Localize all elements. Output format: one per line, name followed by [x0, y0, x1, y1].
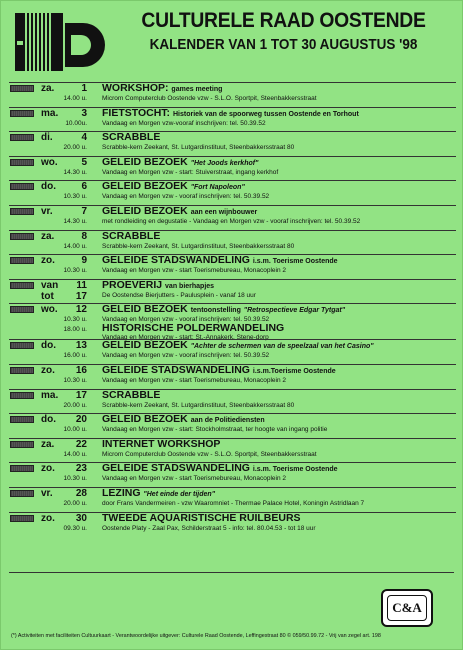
event-subtitle: "Achter de schermen van de speelzaal van het Casino"	[190, 343, 374, 351]
event-time: 14.30 u.	[63, 168, 87, 176]
event-date: 9	[81, 255, 87, 267]
event-title	[102, 413, 454, 425]
event-subtitle: games meeting	[171, 86, 223, 93]
event-title-text: SCRABBLE	[102, 229, 161, 242]
event-day: do.	[41, 414, 56, 426]
event-title	[102, 82, 454, 94]
event-title-text: GELEIDE STADSWANDELING	[102, 254, 250, 267]
event-title	[102, 180, 454, 192]
event-list	[1, 82, 463, 536]
event-day: za.	[41, 230, 55, 242]
event-marker-icon	[10, 392, 34, 399]
event-time-2: 18.00 u.	[63, 326, 87, 334]
event-subtitle: i.s.m. Toerisme Oostende	[252, 258, 338, 266]
event-marker-icon	[10, 515, 34, 522]
event-marker-icon	[10, 342, 34, 349]
event-time: 14.00 u.	[63, 242, 87, 250]
event-row	[1, 364, 463, 389]
event-marker-icon	[10, 183, 34, 190]
event-title-text: GELEID BEZOEK	[102, 155, 188, 168]
event-description: Vandaag en Morgen vzw - start Toerismebureau, Monacoplein 2	[102, 376, 287, 384]
event-time: 14.30 u.	[63, 217, 87, 225]
event-subtitle: "Het Joods kerkhof"	[190, 159, 259, 167]
event-time: 09.30 u.	[63, 524, 87, 532]
event-title-text: LEZING	[102, 486, 141, 499]
event-title-text: GELEIDE STADSWANDELING	[102, 462, 250, 475]
event-date: 11 17	[75, 279, 87, 302]
ca-logo	[381, 589, 433, 627]
event-title	[102, 389, 454, 401]
event-description: met rondleiding en degustatie - Vandaag en Morgen vzw - vooraf inschrijven: tel. 50.39.52	[102, 217, 361, 225]
event-description: Vandaag en Morgen vzw - start Toerismebureau, Monacoplein 2	[102, 267, 287, 275]
event-description: Scrabble-kern Zeekant, St. Lutgardinstituut, Steenbakkersstraat 80	[102, 144, 295, 152]
event-title-second: HISTORISCHE POLDERWANDELING	[102, 322, 285, 335]
event-description: De Oostendse Bierjutters - Paulusplein - vanaf 18 uur	[102, 291, 256, 299]
event-row	[1, 413, 463, 438]
event-subtitle: aan een wijnbouwer	[190, 208, 258, 216]
event-date: 4	[81, 132, 87, 144]
event-title-text: GELEIDE STADSWANDELING	[102, 363, 250, 376]
event-marker-icon	[10, 159, 34, 166]
event-date: 12	[75, 304, 87, 316]
event-title	[102, 254, 454, 266]
event-description-second: Vandaag en Morgen vzw - start: St.-Annakerk, Stene-dorp	[102, 334, 269, 342]
event-description: Vandaag en Morgen vzw - vooraf inschrijven: tel. 50.39.52	[102, 316, 270, 324]
event-time: 14.00 u.	[63, 450, 87, 458]
event-date: 8	[81, 230, 87, 242]
event-subtitle: i.s.m. Toerisme Oostende	[252, 466, 338, 474]
event-title	[102, 487, 454, 499]
event-day: wo.	[41, 304, 58, 316]
event-day: zo.	[41, 255, 55, 267]
page-subtitle: KALENDER VAN 1 TOT 30 AUGUSTUS '98	[149, 36, 418, 53]
event-title-text: GELEID BEZOEK	[102, 204, 188, 217]
event-row	[1, 131, 463, 156]
event-marker-icon	[10, 306, 34, 313]
ca-logo-text: C&A	[387, 595, 427, 621]
event-row	[1, 438, 463, 463]
event-marker-icon	[10, 282, 34, 289]
event-row	[1, 339, 463, 364]
event-row	[1, 107, 463, 132]
event-date: 1	[81, 83, 87, 94]
event-description: Vandaag en Morgen vzw - start Toerismebureau, Monacoplein 2	[102, 475, 287, 483]
event-subtitle: "Fort Napoleon"	[190, 184, 245, 192]
event-date: 23	[75, 463, 87, 475]
event-title-text: TWEEDE AQUARISTISCHE RUILBEURS	[102, 511, 301, 524]
event-day: wo.	[41, 156, 58, 168]
event-day: vr.	[41, 205, 53, 217]
event-marker-icon	[10, 490, 34, 497]
event-title	[102, 512, 454, 524]
event-subtitle: i.s.m.Toerisme Oostende	[252, 367, 336, 375]
event-row	[1, 462, 463, 487]
event-date: 6	[81, 181, 87, 193]
event-row	[1, 487, 463, 512]
event-title-text: GELEID BEZOEK	[102, 180, 188, 193]
event-row	[1, 389, 463, 414]
event-title-text: SCRABBLE	[102, 131, 161, 144]
event-date: 28	[75, 487, 87, 499]
event-date: 13	[75, 340, 87, 352]
event-title	[102, 279, 454, 291]
event-time: 10.00u.	[65, 119, 87, 127]
event-marker-icon	[10, 465, 34, 472]
event-time: 10.30 u.	[63, 316, 87, 324]
event-description: Microm Computerclub Oostende vzw - S.L.O. Sportpit, Steenbakkersstraat	[102, 450, 317, 458]
event-time: 20.00 u.	[63, 401, 87, 409]
event-description: door Frans Vandermeiren - vzw Waaromniet - Thermae Palace Hotel, Koningin Astridlaan 7	[102, 499, 365, 507]
event-time: 20.00 u.	[63, 499, 87, 507]
event-date: 30	[75, 512, 87, 524]
event-subtitle: tentoonstelling	[190, 307, 241, 315]
event-title-text: GELEID BEZOEK	[102, 339, 188, 352]
event-date: 5	[81, 156, 87, 168]
event-time: 10.30 u.	[63, 376, 87, 384]
event-day: di.	[41, 132, 53, 144]
culturele-raad-logo-icon	[13, 11, 105, 73]
event-time: 10.00 u.	[63, 426, 87, 434]
event-day: van tot	[41, 279, 59, 302]
event-title	[102, 438, 454, 450]
event-row	[1, 254, 463, 279]
event-day: za.	[41, 438, 55, 450]
event-marker-icon	[10, 134, 34, 141]
event-marker-icon	[10, 416, 34, 423]
event-row	[1, 82, 463, 107]
event-title-text: PROEVERIJ	[102, 278, 163, 291]
event-title	[102, 230, 454, 242]
event-title	[102, 364, 454, 376]
event-description: Microm Computerclub Oostende vzw - S.L.O. Sportpit, Steenbakkersstraat	[102, 95, 317, 102]
event-title-text: WORKSHOP:	[102, 82, 169, 94]
event-title-text: INTERNET WORKSHOP	[102, 437, 221, 450]
event-marker-icon	[10, 441, 34, 448]
event-day: zo.	[41, 463, 55, 475]
event-day: do.	[41, 340, 56, 352]
event-title	[102, 462, 454, 474]
event-title-text: SCRABBLE	[102, 388, 161, 401]
event-row	[1, 512, 463, 537]
event-description: Vandaag en Morgen vzw-vooraf inschrijven: tel. 50.39.52	[102, 119, 266, 127]
event-row	[1, 205, 463, 230]
event-time: 16.00 u.	[63, 352, 87, 360]
event-day: vr.	[41, 487, 53, 499]
event-title-text: GELEID BEZOEK	[102, 413, 188, 426]
event-date: 17	[75, 389, 87, 401]
event-row	[1, 156, 463, 181]
event-title-text: FIETSTOCHT:	[102, 106, 171, 119]
event-marker-icon	[10, 257, 34, 264]
event-description: Vandaag en Morgen vzw - start: Stuiverstraat, ingang kerkhof	[102, 168, 279, 176]
event-day: ma.	[41, 389, 59, 401]
event-time: 10.30 u.	[63, 193, 87, 201]
event-title-text: GELEID BEZOEK	[102, 303, 188, 316]
event-subtitle-2: "Retrospectieve Edgar Tytgat"	[243, 307, 346, 315]
event-day: za.	[41, 83, 55, 94]
event-title	[102, 131, 454, 143]
event-title	[102, 339, 454, 351]
event-title	[102, 156, 454, 168]
event-description: Vandaag en Morgen vzw - vooraf inschrijven: tel. 50.39.52	[102, 352, 270, 360]
event-subtitle: "Het einde der tijden"	[143, 490, 216, 498]
event-row	[1, 279, 463, 304]
event-time: 10.30 u.	[63, 267, 87, 275]
event-date: 7	[81, 205, 87, 217]
event-day: zo.	[41, 364, 55, 376]
event-marker-icon	[10, 367, 34, 374]
footnote: (*) Activiteiten met faciliteiten Cultuurkaart - Verantwoordelijke uitgever: Culturele Raad Oostende, Leffingestraat 80 © 059/50.99.72 - Vrij van zegel art. 198	[11, 633, 381, 639]
event-time: 20.00 u.	[63, 144, 87, 152]
event-day: do.	[41, 181, 56, 193]
event-description: Scrabble-kern Zeekant, St. Lutgardinstituut, Steenbakkersstraat 80	[102, 242, 295, 250]
event-description: Vandaag en Morgen vzw - vooraf inschrijven: tel. 50.39.52	[102, 193, 270, 201]
event-date: 16	[75, 364, 87, 376]
event-row	[1, 180, 463, 205]
event-marker-icon	[10, 85, 34, 92]
event-marker-icon	[10, 110, 34, 117]
event-description: Scrabble-kern Zeekant, St. Lutgardinstituut, Steenbakkersstraat 80	[102, 401, 295, 409]
event-subtitle: Historiek van de spoorweg tussen Oostende en Torhout	[172, 110, 359, 118]
event-date: 3	[81, 107, 87, 119]
event-title	[102, 303, 454, 315]
event-row	[1, 303, 463, 342]
event-time: 14.00 u.	[63, 95, 87, 102]
event-row	[1, 230, 463, 255]
event-time: 10.30 u.	[63, 475, 87, 483]
event-subtitle: aan de Politiediensten	[190, 417, 265, 425]
event-marker-icon	[10, 208, 34, 215]
event-day: ma.	[41, 107, 59, 119]
page-title: CULTURELE RAAD OOSTENDE	[141, 9, 426, 32]
event-title	[102, 107, 454, 119]
event-marker-icon	[10, 233, 34, 240]
event-day: zo.	[41, 512, 55, 524]
event-title	[102, 205, 454, 217]
event-description: Vandaag en Morgen vzw - start: Stockholmstraat, ter hoogte van ingang politie	[102, 426, 328, 434]
event-date: 20	[75, 414, 87, 426]
event-description: Oostende Platy - Zaal Pax, Schilderstraat 5 - info: tel. 80.04.53 - tot 18 uur	[102, 524, 316, 532]
event-subtitle: van bierhapjes	[165, 282, 215, 290]
event-date: 22	[75, 438, 87, 450]
footer-divider	[9, 572, 454, 573]
